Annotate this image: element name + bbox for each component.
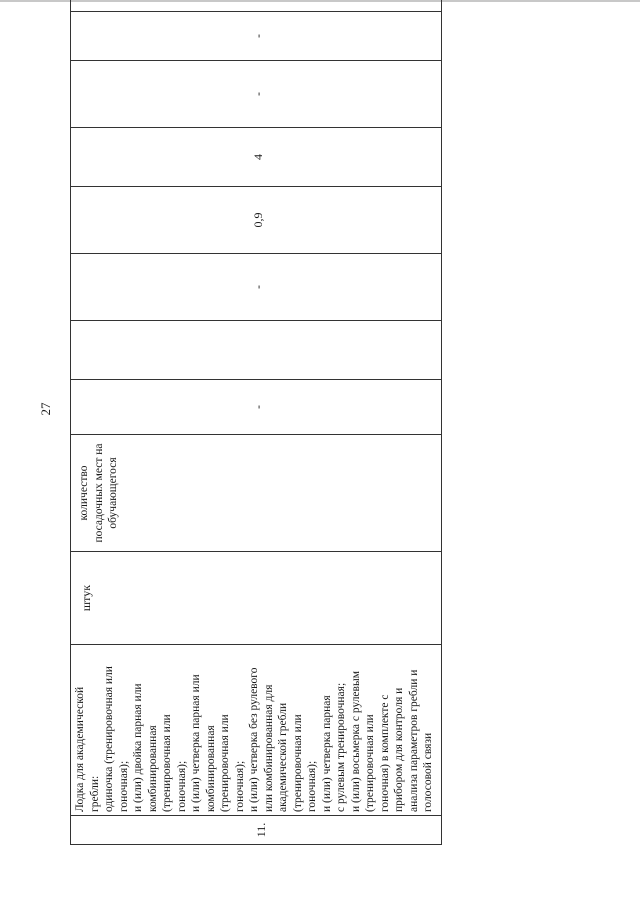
cell-value-2 [71,321,442,380]
value-8 [251,0,266,8]
cell-value-5 [71,128,442,187]
cell-value-1 [71,380,442,435]
name-line: комбинированная [204,725,217,812]
table-row [71,0,442,845]
name-line: и (или) четверка без рулевого [248,667,260,812]
name-line: академической гребли [277,702,289,812]
cell-row-number [71,816,442,845]
measure-text: количество посадочных мест на обучающегося [78,443,119,543]
row-number: 11. [254,822,268,838]
name-line: (тренировочная или [291,714,304,812]
cell-value-4 [71,187,442,254]
name-line: (тренировочная или [161,714,173,812]
name-line: гоночная); [306,760,318,812]
name-line: (тренировочная или [364,714,376,812]
cell-value-3 [71,254,442,321]
value-3: - [251,285,265,289]
equipment-table-rotated [70,30,442,845]
name-line: прибором для контроля и [393,687,405,812]
name-line: голосовой связи [422,732,434,812]
equipment-table [70,0,442,845]
value-4: 0,9 [251,212,265,228]
name-line: гребли: [88,775,101,812]
name-line: с рулевым тренировочная; [335,682,347,812]
name-line: анализа параметров гребли и [407,669,420,812]
cell-value-6 [71,61,442,128]
cell-unit [71,552,442,645]
name-line: гоночная) в комплекте с [378,694,391,812]
page-number: 27 [38,402,53,416]
name-line: гоночная); [117,760,130,812]
name-line: и (или) четверка парная или [190,674,202,812]
name-line: комбинированная [146,725,159,812]
cell-value-8 [71,0,442,12]
cell-equipment-name [71,645,442,816]
name-line: одиночка (тренировочная или [103,666,115,812]
name-line: и (или) четверка парная [320,695,333,812]
name-line: гоночная); [175,760,188,812]
value-1: - [251,405,265,409]
cell-value-7 [71,12,442,61]
name-line: или комбинированная для [262,684,275,812]
name-line: гоночная); [233,760,246,812]
value-7: - [251,34,265,38]
value-5: 4 [251,154,265,160]
name-line: (тренировочная или [219,714,231,812]
unit-text: штук [79,584,93,612]
name-line: и (или) двойка парная или [132,683,144,812]
name-line: Лодка для академической [74,686,86,812]
name-line: и (или) восьмерка с рулевым [349,671,362,812]
value-6: - [251,92,265,96]
cell-measure [71,435,442,552]
